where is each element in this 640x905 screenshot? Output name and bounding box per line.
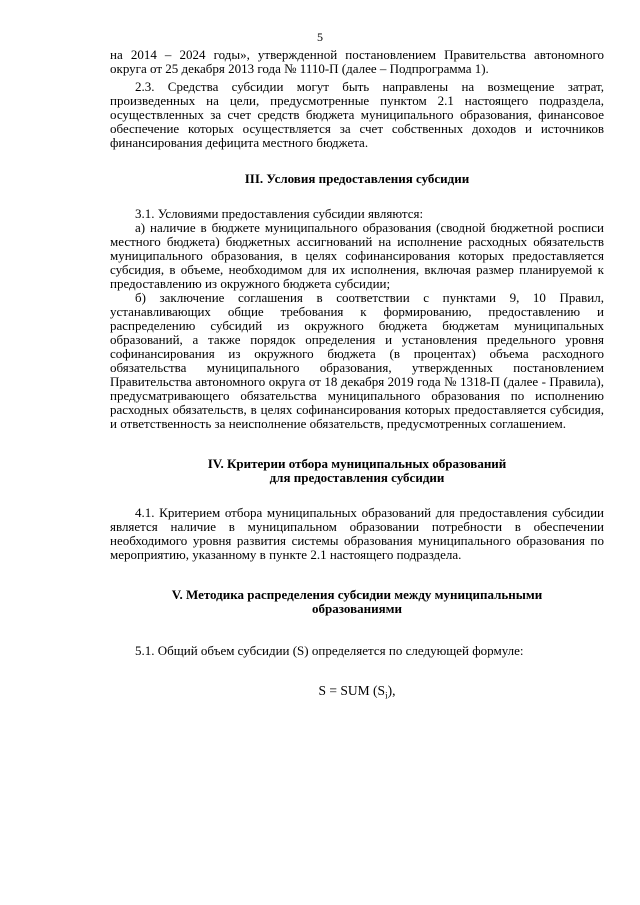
section-5-heading-line-1: V. Методика распределения субсидии между муниципальными (171, 587, 543, 602)
paragraph-4-1: 4.1. Критерием отбора муниципальных образований для предоставления субсидии является наличие в муниципальном образовании потребности в обеспечении необходимого уровня развития системы образования муниципального образования по мероприятию, указанному в пункте 2.1 настоящего подраздела. (110, 505, 604, 562)
section-4-heading (110, 457, 604, 485)
formula-subscript: i (385, 690, 388, 701)
paragraph-3-1-a: а) наличие в бюджете муниципального образования (сводной бюджетной росписи местного бюджета) бюджетных ассигнований на исполнение расходных обязательств муниципального образования, в целях софинансирования которых предоставляется субсидия, в объеме, необходимом для их исполнения, включая размер планируемой к предоставлению из окружного бюджета субсидии; (110, 220, 604, 291)
section-3-heading: III. Условия предоставления субсидии (244, 171, 470, 186)
paragraph-2-3: 2.3. Средства субсидии могут быть направлены на возмещение затрат, произведенных на цели, предусмотренные пунктом 2.1 настоящего подраздела, осуществленных за счет средств бюджета муниципального образования, финансовое обеспечение которых осуществляется за счет собственных доходов и источников финансирования дефицита местного бюджета. (110, 79, 604, 150)
section-5-heading-line-2: образованиями (312, 601, 402, 616)
formula-tail: ), (387, 683, 396, 698)
document-body (110, 47, 604, 701)
page-number: 5 (317, 30, 323, 44)
paragraph-3-1-b: б) заключение соглашения в соответствии с пунктами 9, 10 Правил, устанавливающих общие требования к формированию, предоставлению и распределению субсидий из окружного бюджета бюджетам муниципальных образований, а также порядок определения и установления предельного уровня софинансирования из окружного бюджета (в процентах) объема расходного обязательства муниципального образования, утвержденных постановлением Правительства автономного округа от 18 декабря 2019 года № 1318-П (далее - Правила), предусматривающего обязательства муниципального образования по исполнению расходных обязательств, в целях софинансирования которых предоставляется субсидия, и ответственность за неисполнение обязательств, предусмотренных соглашением. (110, 290, 604, 431)
paragraph-3-1: 3.1. Условиями предоставления субсидии являются: (135, 206, 424, 221)
section-4-heading-line-2: для предоставления субсидии (269, 470, 445, 485)
paragraph-subprogram-ref: на 2014 – 2024 годы», утвержденной постановлением Правительства автономного округа от 25 декабря 2013 года № 1110-П (далее – Подпрограмма 1). (110, 47, 604, 76)
subsidy-formula (110, 683, 604, 701)
section-5-heading (110, 588, 604, 616)
paragraph-5-1: 5.1. Общий объем субсидии (S) определяется по следующей формуле: (135, 643, 524, 658)
section-4-heading-line-1: IV. Критерии отбора муниципальных образований (207, 456, 507, 471)
formula-main: S = SUM (S (318, 683, 386, 698)
